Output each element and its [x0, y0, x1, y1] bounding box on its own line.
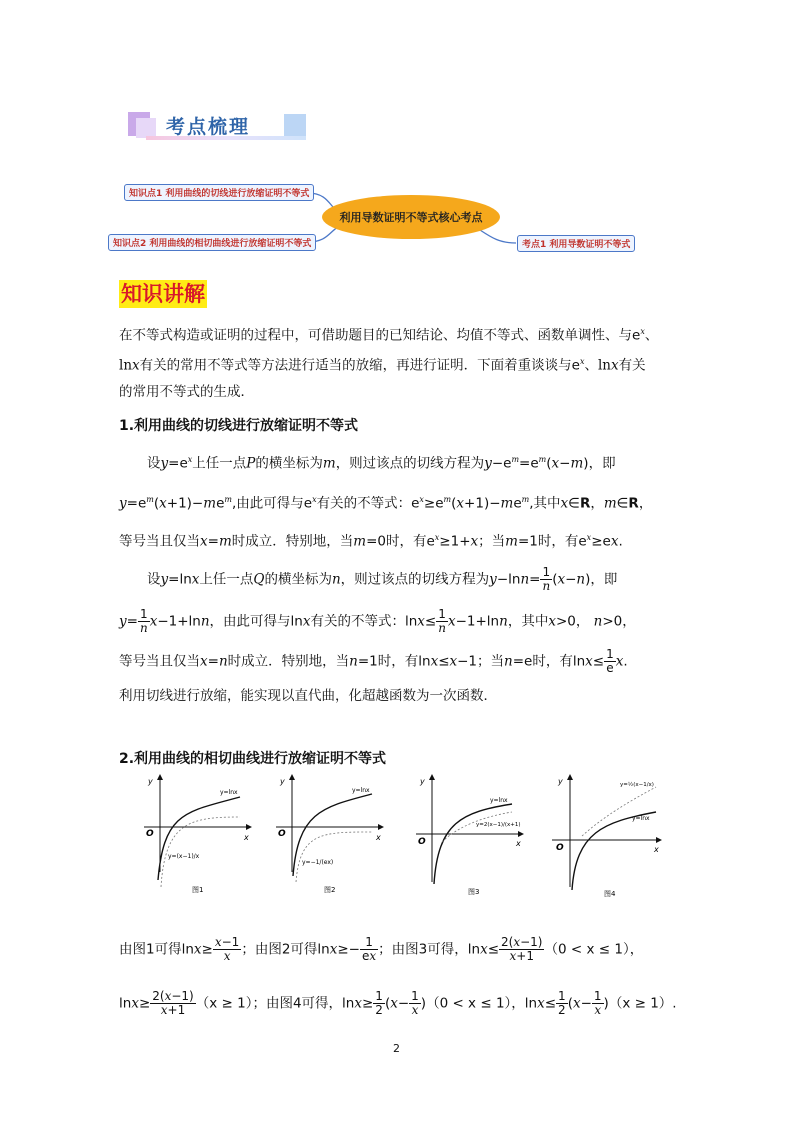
- mindmap-center: 利用导数证明不等式核心考点: [322, 195, 500, 239]
- svg-text:x: x: [516, 839, 521, 848]
- p2-summary: 利用切线进行放缩，能实现以直代曲，化超越函数为一次函数．: [119, 688, 497, 704]
- section-title: 知识讲解: [121, 282, 205, 306]
- banner-title: 考点梳理: [166, 116, 251, 138]
- svg-text:O: O: [556, 843, 564, 853]
- figure-1: [140, 772, 260, 897]
- heading-1: 1.利用曲线的切线进行放缩证明不等式: [119, 418, 359, 434]
- svg-text:O: O: [278, 829, 286, 839]
- svg-text:x: x: [654, 845, 659, 854]
- figure-1-other-label: y=(x−1)/x: [168, 853, 200, 860]
- figure-4: [548, 772, 673, 897]
- p1-line-3: 等号当且仅当x=m时成立．特别地，当m=0时，有$e^x\ge 1+x$；当m=1时，有$e^x\ge ex$.: [119, 533, 623, 550]
- page-number: 2: [393, 1042, 400, 1055]
- p2-line-2: y= $\frac{1}{n}$ x−1+lnn，由此可得与lnx有关的不等式：lnx≤ $\frac{1}{n}$ x−1+lnn，其中x>0， n>0，: [119, 607, 636, 635]
- figure-1-caption: 图1: [192, 886, 204, 894]
- mindmap-node-knowledge-2: 知识点2 利用曲线的相切曲线进行放缩证明不等式: [108, 234, 316, 251]
- svg-text:y: y: [558, 777, 563, 786]
- figure-3: [412, 772, 532, 897]
- svg-text:y: y: [420, 777, 425, 786]
- figure-1-curve-label: y=lnx: [220, 789, 238, 796]
- svg-text:x: x: [244, 833, 249, 842]
- p1-line-2: $y=e^m(x+1)-me^m$,由此可得与$e^x$有关的不等式：$e^x\ge e^m(x+1)-me^m$,其中x∈R，m∈R，: [119, 495, 653, 512]
- intro-line-2: lnx有关的常用不等式等方法进行适当的放缩，再进行证明．下面着重谈谈与$e^x$、lnx有关: [119, 357, 646, 374]
- figure-4-caption: 图4: [604, 890, 616, 897]
- svg-text:O: O: [146, 829, 154, 839]
- figure-2-caption: 图2: [324, 886, 336, 894]
- heading-2: 2.利用曲线的相切曲线进行放缩证明不等式: [119, 751, 387, 767]
- mindmap-node-knowledge-1: 知识点1 利用曲线的切线进行放缩证明不等式: [124, 184, 314, 201]
- figure-4-curve-label: y=lnx: [632, 815, 650, 822]
- p3-line-2: lnx≥ $\frac{2(x-1)}{x+1}$ （x ≥ 1）；由图4可得，lnx≥ $\frac{1}{2}$ (x− $\frac{1}{x}$ )（0 < x ≤ 1），lnx≤ $\frac{1}{2}$ (x− $\frac{1}{x}$ )（x ≥ 1）.: [119, 989, 677, 1017]
- p2-line-3: 等号当且仅当x=n时成立．特别地，当n=1时，有lnx≤x−1；当n=e时，有lnx≤ $\frac{1}{e}$ x.: [119, 647, 628, 675]
- svg-text:x: x: [376, 833, 381, 842]
- svg-text:y: y: [280, 777, 285, 786]
- figure-3-curve-label: y=lnx: [490, 797, 508, 804]
- mindmap-node-exam-1: 考点1 利用导数证明不等式: [517, 235, 635, 252]
- svg-text:O: O: [418, 837, 426, 847]
- intro-line-3: 的常用不等式的生成．: [119, 384, 254, 400]
- figure-2-curve-label: y=lnx: [352, 787, 370, 794]
- figure-3-other-label: y=2(x−1)/(x+1): [476, 822, 521, 828]
- p3-line-1: 由图1可得lnx≥ $\frac{x-1}{x}$ ；由图2可得lnx≥− $\frac{1}{ex}$ ；由图3可得，lnx≤ $\frac{2(x-1)}{x+1}$ （0 < x ≤ 1），: [119, 935, 644, 963]
- intro-line-1: 在不等式构造或证明的过程中，可借助题目的已知结论、均值不等式、函数单调性、与$e^x$、: [119, 327, 659, 344]
- figure-3-caption: 图3: [468, 888, 480, 896]
- figure-2-other-label: y=−1/(ex): [302, 859, 334, 866]
- figure-2: [272, 772, 392, 897]
- svg-text:y: y: [148, 777, 153, 786]
- p2-line-1: 设y=lnx上任一点Q的横坐标为n，则过该点的切线方程为y−lnn= $\frac{1}{n}$ (x−n)，即: [147, 565, 618, 593]
- mindmap-connectors: [0, 0, 793, 300]
- p1-line-1: 设$y=e^x$上任一点P的横坐标为m，则过该点的切线方程为$y-e^m=e^m(x-m)$，即: [147, 455, 616, 472]
- figure-4-other-label: y=½(x−1/x): [620, 782, 654, 788]
